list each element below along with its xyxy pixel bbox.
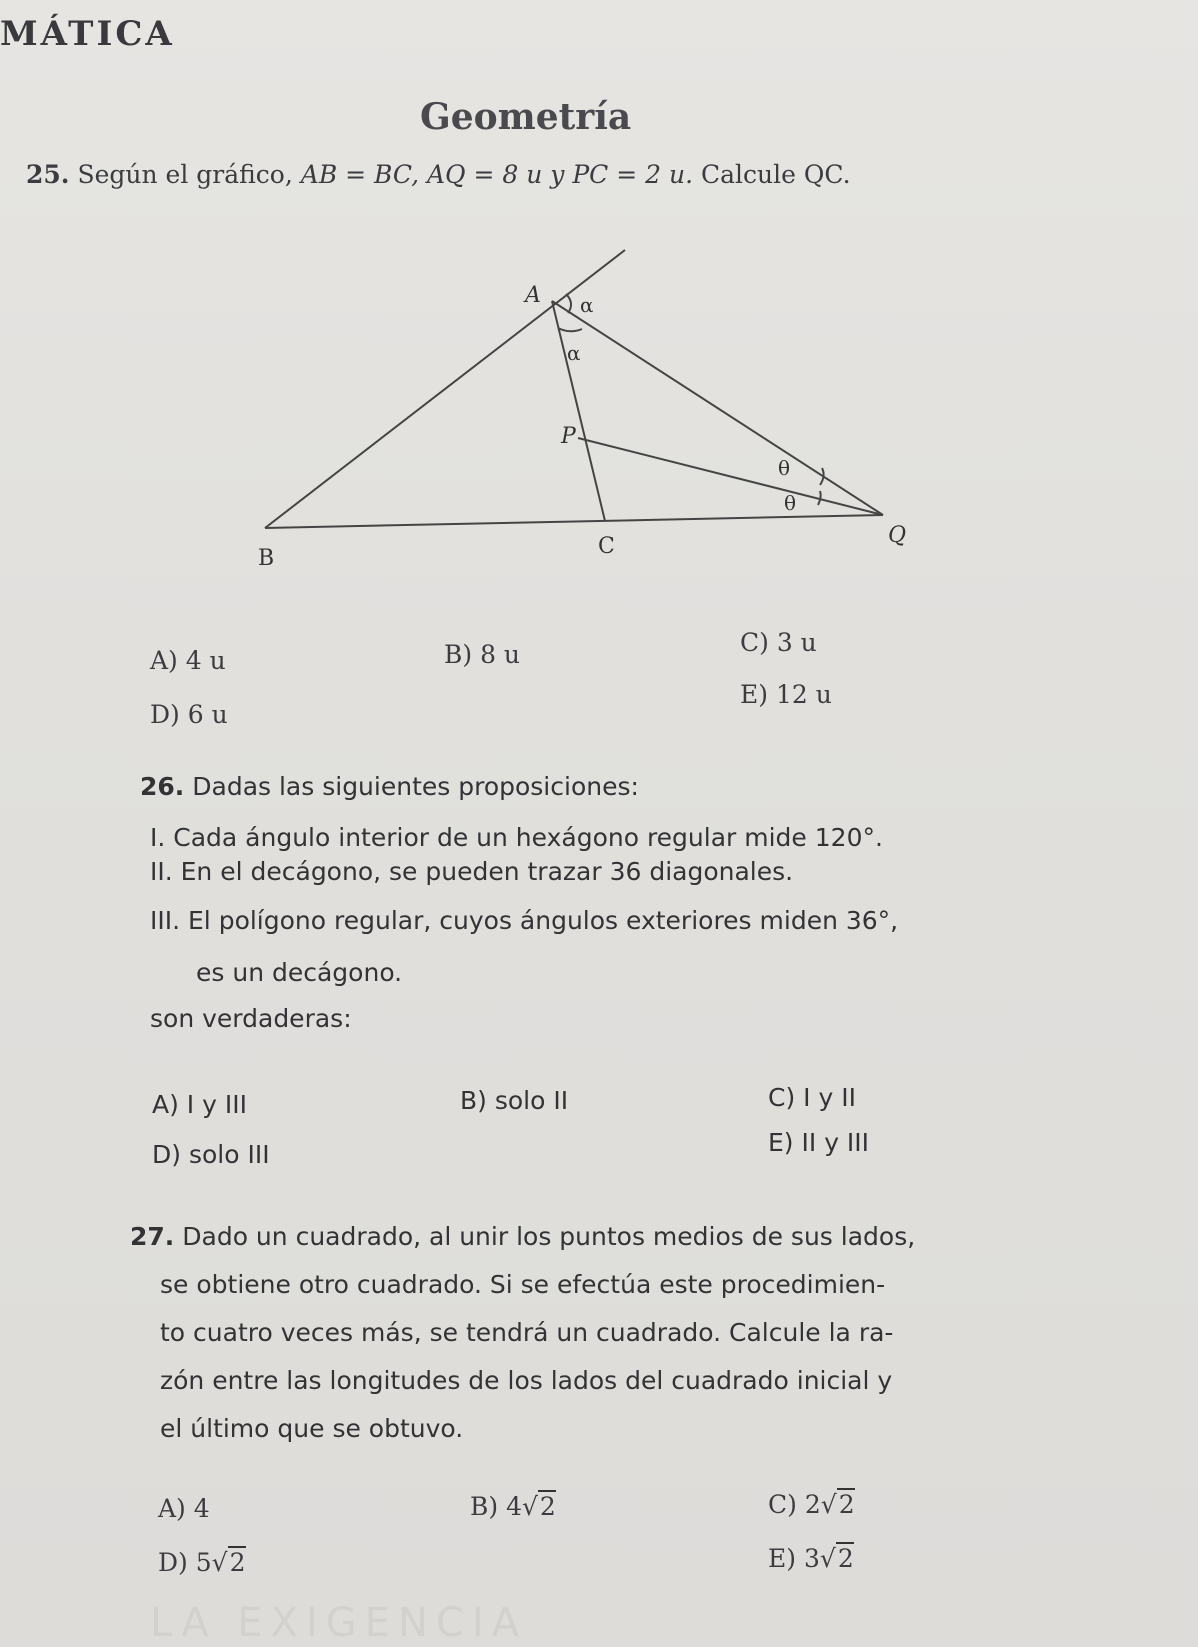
radicand: 2	[837, 1544, 854, 1573]
option-letter: A)	[158, 1494, 186, 1523]
radicand: 2	[838, 1490, 855, 1519]
proposition-iii-continued: es un decágono.	[196, 958, 403, 987]
proposition-iii: III. El polígono regular, cuyos ángulos exteriores miden 36°,	[150, 906, 899, 935]
question-27-line-2: se obtiene otro cuadrado. Si se efectúa este procedimien-	[160, 1270, 886, 1299]
option-letter: E)	[768, 1544, 797, 1573]
q27-option-e[interactable]	[768, 1544, 854, 1573]
q27-option-d[interactable]	[158, 1548, 246, 1577]
q27-option-c[interactable]	[768, 1490, 855, 1519]
stem-text: Dadas las siguientes proposiciones:	[192, 772, 639, 801]
q25-option-a[interactable]: A) 4 u	[150, 646, 226, 675]
segment-ac	[552, 301, 605, 521]
geometry-figure	[0, 0, 1198, 620]
q26-option-c[interactable]: C) I y II	[768, 1083, 856, 1112]
proposition-ii: II. En el decágono, se pueden trazar 36 diagonales.	[150, 857, 794, 886]
q26-option-e[interactable]: E) II y III	[768, 1128, 870, 1157]
stem-ask: Calcule QC.	[701, 160, 851, 189]
label-c: C	[598, 534, 615, 559]
label-alpha-1: α	[580, 293, 594, 317]
section-title: Geometría	[420, 96, 632, 138]
segment-bq	[265, 515, 883, 528]
radicand: 2	[539, 1492, 556, 1521]
option-value: 4	[193, 1494, 210, 1523]
question-27-line-1	[130, 1222, 915, 1251]
stem-line: Dado un cuadrado, al unir los puntos medios de sus lados,	[182, 1222, 916, 1251]
option-letter: C)	[768, 1490, 797, 1519]
question-number: 26.	[140, 772, 185, 801]
question-number: 27.	[130, 1222, 175, 1251]
question-number: 25.	[26, 160, 70, 189]
question-27-line-3: to cuatro veces más, se tendrá un cuadrado. Calcule la ra-	[160, 1318, 894, 1347]
question-26-stem	[140, 772, 639, 801]
radical-sign: √2	[521, 1492, 556, 1521]
q25-option-b[interactable]: B) 8 u	[444, 640, 521, 669]
q26-option-b[interactable]: B) solo II	[460, 1086, 569, 1115]
segment-aq	[552, 301, 883, 515]
q25-option-e[interactable]: E) 12 u	[740, 680, 832, 709]
q25-option-c[interactable]: C) 3 u	[740, 628, 817, 657]
option-coef: 5	[195, 1548, 212, 1577]
option-letter: B)	[470, 1492, 499, 1521]
q26-option-d[interactable]: D) solo III	[152, 1140, 270, 1169]
stem-text: Según el gráfico,	[77, 160, 293, 189]
q25-option-d[interactable]: D) 6 u	[150, 700, 228, 729]
radical-sign: √2	[211, 1548, 246, 1577]
label-p: P	[561, 424, 576, 449]
option-coef: 2	[804, 1490, 821, 1519]
chapter-header: MÁTICA	[0, 14, 175, 54]
option-letter: D)	[158, 1548, 188, 1577]
q27-option-a[interactable]	[158, 1494, 210, 1523]
q26-option-a[interactable]: A) I y III	[152, 1090, 247, 1119]
label-theta-1: θ	[778, 456, 791, 480]
label-alpha-2: α	[567, 341, 581, 365]
question-26-closing: son verdaderas:	[150, 1004, 352, 1033]
segment-ba-extended	[265, 250, 625, 528]
radicand: 2	[229, 1548, 246, 1577]
label-theta-2: θ	[784, 491, 797, 515]
angle-arc-alpha-2	[558, 328, 582, 331]
option-coef: 3	[803, 1544, 820, 1573]
radical-sign: √2	[820, 1490, 855, 1519]
footer-watermark: LA EXIGENCIA	[150, 1600, 528, 1646]
label-a: A	[525, 283, 541, 308]
segment-pq	[578, 438, 883, 515]
label-q: Q	[888, 523, 907, 548]
stem-conditions: AB = BC, AQ = 8 u y PC = 2 u.	[300, 160, 694, 189]
proposition-i: I. Cada ángulo interior de un hexágono regular mide 120°.	[150, 823, 883, 852]
radical-sign: √2	[819, 1544, 854, 1573]
question-27-line-5: el último que se obtuvo.	[160, 1414, 464, 1443]
q27-option-b[interactable]	[470, 1492, 556, 1521]
option-coef: 4	[506, 1492, 522, 1521]
question-27-line-4: zón entre las longitudes de los lados del cuadrado inicial y	[160, 1366, 893, 1395]
label-b: B	[258, 546, 275, 571]
